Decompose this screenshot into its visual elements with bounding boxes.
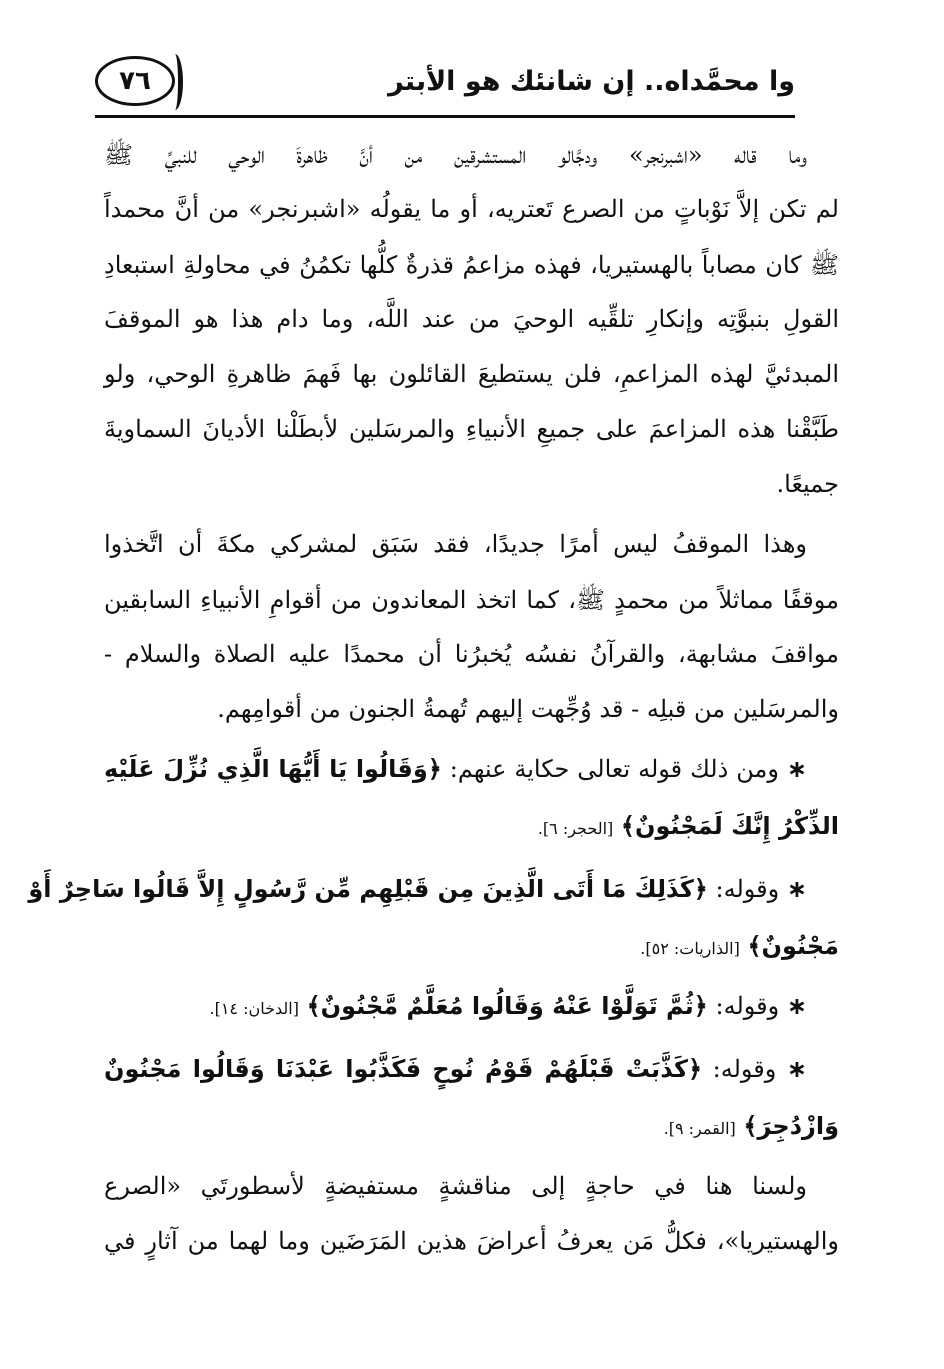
paragraph-line: مواقفَ مشابهة، والقرآنُ نفسُه يُخبرُنا أن محمدًا عليه الصلاة والسلام - [104, 640, 839, 668]
verse-reference: [القمر: ٩]. [663, 1119, 736, 1138]
verse-reference: [الحجر: ٦]. [537, 819, 614, 838]
quote-intro: ومن ذلك قوله تعالى حكاية عنهم: [449, 755, 779, 783]
paragraph-line: والمرسَلين من قبلِه - قد وُجِّهت إليهم تُهمةُ الجنون من أقوامِهم. [217, 695, 839, 723]
quran-verse: ﴿كَذَلِكَ مَا أَتَى الَّذِينَ مِن قَبْلِهِم مِّن رَّسُولٍ إِلاَّ قَالُوا سَاحِرٌ أَوْ [28, 875, 708, 903]
bullet-icon: ∗ [786, 875, 807, 903]
page-number-ornament [167, 54, 183, 110]
running-title: وا محمَّداه.. إن شانئك هو الأبتر [388, 66, 795, 97]
quote-line [104, 992, 839, 1020]
paragraph-line: القولِ بنبوَّتِه وإنكارِ تلقِّيه الوحيَ من عند اللَّه، وما دام هذا هو الموقفَ [104, 305, 839, 333]
quran-verse: ﴿كَذَّبَتْ قَبْلَهُمْ قَوْمُ نُوحٍ فَكَذَّبُوا عَبْدَنَا وَقَالُوا مَجْنُونٌ [104, 1055, 703, 1083]
verse-reference: [الذاريات: ٥٢]. [640, 939, 740, 958]
quote-intro: وقوله: [712, 1055, 777, 1083]
bullet-icon: ∗ [786, 992, 807, 1020]
quote-line [104, 932, 839, 960]
bullet-icon: ∗ [786, 1055, 807, 1083]
quote-line [104, 1112, 839, 1140]
paragraph-line: لم تكن إلاَّ نَوْباتٍ من الصرع تَعتريه، أو ما يقولُه «اشبرنجر» من أنَّ محمداً [104, 195, 839, 223]
paragraph-line: طَبَّقْنا هذه المزاعمَ على جميعِ الأنبياءِ والمرسَلين لأبطَلْنا الأديانَ السماويةَ [104, 415, 839, 443]
paragraph-line: وهذا الموقفُ ليس أمرًا جديدًا، فقد سَبَق لمشركي مكةَ أن اتَّخذوا [104, 530, 807, 558]
quran-verse: ﴿وَقَالُوا يَا أَيُّهَا الَّذِي نُزِّلَ عَلَيْهِ [104, 755, 442, 783]
quote-intro: وقوله: [715, 875, 780, 903]
page-number: ٧٦ [95, 56, 175, 106]
bullet-icon: ∗ [786, 755, 807, 783]
quote-line [104, 755, 839, 783]
paragraph-line: ﷺ كان مصاباً بالهستيريا، فهذه مزاعمُ قذرةٌ كلُّها تكمُنُ في محاولةِ استبعادِ [104, 251, 839, 279]
quran-verse: الذِّكْرُ إِنَّكَ لَمَجْنُونٌ﴾ [620, 812, 839, 840]
paragraph-line: وما قاله «اشبرنجر» ودجَّالو المستشرقين من أنَّ ظاهرةَ الوحي للنبيِّ ﷺ [104, 141, 807, 169]
quote-line [104, 812, 839, 840]
paragraph-line: موقفًا مماثلاً من محمدٍ ﷺ، كما اتخذ المعاندون من أقوامِ الأنبياءِ السابقين [104, 586, 839, 614]
quote-line [104, 1055, 839, 1083]
quote-line [28, 875, 839, 903]
paragraph-line: جميعًا. [776, 470, 839, 498]
quote-intro: وقوله: [715, 992, 780, 1020]
quran-verse: مَجْنُونٌ﴾ [747, 932, 839, 960]
header-rule [95, 115, 795, 118]
verse-reference: [الدخان: ١٤]. [209, 999, 299, 1018]
quran-verse: ﴿ثُمَّ تَوَلَّوْا عَنْهُ وَقَالُوا مُعَلَّمٌ مَّجْنُونٌ﴾ [306, 992, 708, 1020]
paragraph-line: والهستيريا»، فكلُّ مَن يعرفُ أعراضَ هذين المَرَضَين وما لهما من آثارٍ في [104, 1227, 839, 1255]
page-header [95, 52, 855, 118]
paragraph-line: المبدئيَّ لهذه المزاعمِ، فلن يستطيعَ القائلون بها فَهمَ ظاهرةِ الوحي، ولو [104, 360, 839, 388]
paragraph-line: ولسنا هنا في حاجةٍ إلى مناقشةٍ مستفيضةٍ لأسطورتَي «الصرع [104, 1172, 807, 1200]
quran-verse: وَازْدُجِرَ﴾ [743, 1112, 839, 1140]
